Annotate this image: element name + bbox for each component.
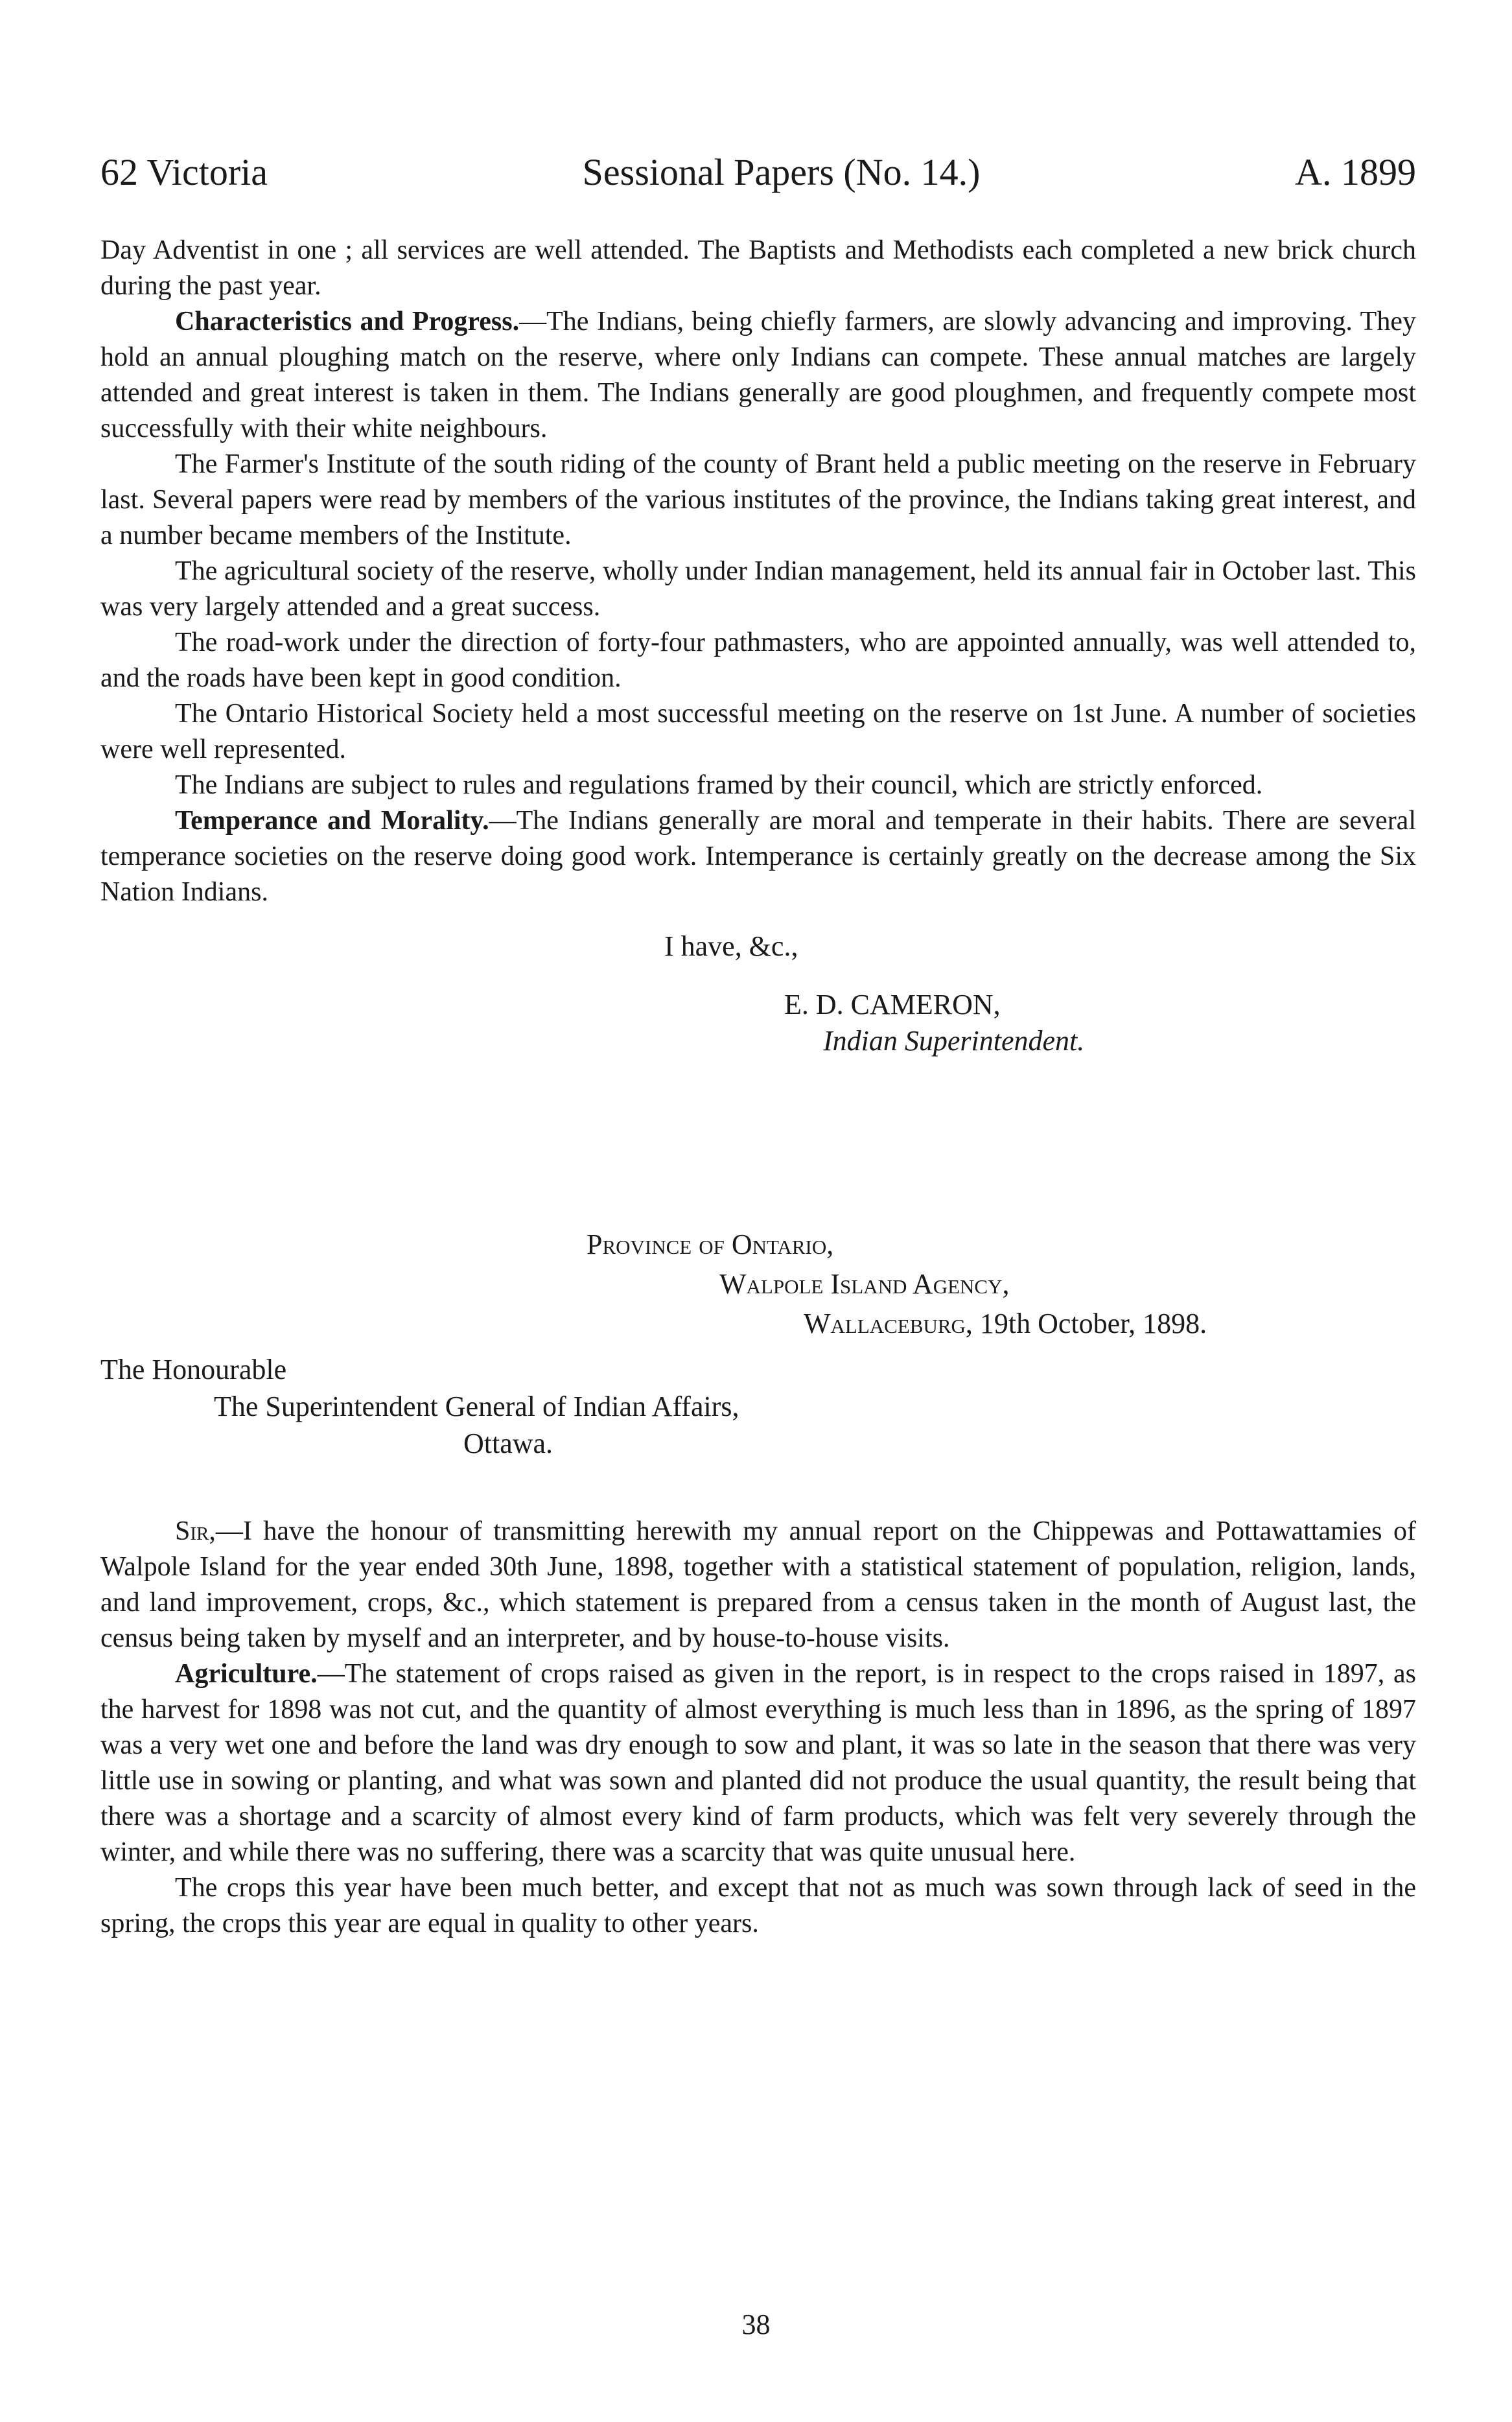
document-page (100, 150, 1416, 1942)
address-date: 19th October, 1898. (979, 1308, 1207, 1339)
running-header (100, 150, 1416, 194)
paragraph-agriculture (100, 1656, 1416, 1870)
header-year: A. 1899 (1295, 151, 1416, 193)
header-title: Sessional Papers (No. 14.) (582, 151, 981, 193)
signatory-title: Indian Superintendent. (823, 1025, 1085, 1057)
paragraph-road-work: The road-work under the direction of forty-four pathmasters, who are appointed annually, was well attended to, and the roads have been kept in good condition. (100, 628, 1416, 693)
section-lead-agriculture: Agriculture. (175, 1659, 318, 1689)
paragraph-adventist: Day Adventist in one ; all services are well attended. The Baptists and Methodists each completed a new brick church during the past year. (100, 235, 1416, 301)
closing-line: I have, &c., (664, 930, 798, 962)
paragraph-crops: The crops this year have been much better, and except that not as much was sown through lack of seed in the spring, the crops this year are equal in quality to other years. (100, 1873, 1416, 1938)
paragraph-rules: The Indians are subject to rules and regulations framed by their council, which are strictly enforced. (175, 770, 1263, 800)
paragraph-agriculture-text: —The statement of crops raised as given in the report, is in respect to the crops raised in 1897, as the harvest for 1898 was not cut, and the quantity of almost everything is much less than in 1896, as the spring of 1897 was a very wet one and before the land was dry enough to sow and plant, it was so late in the season that there was very little use in sowing or planting, and what was sown and planted did not produce the usual quantity, the result being that there was a shortage and a scarcity of almost every kind of farm products, which was felt very severely through the winter, and while there was no suffering, there was a scarcity that was quite unusual here. (100, 1659, 1416, 1867)
address-place: Wallaceburg, (804, 1308, 973, 1339)
paragraph-farmers-institute: The Farmer's Institute of the south riding of the county of Brant held a public meeting on the reserve in February last. Several papers were read by members of the various institutes of the province, the Indians taking great interest, and a number became members of the Institute. (100, 449, 1416, 550)
paragraph-agricultural-society: The agricultural society of the reserve, wholly under Indian management, held its annual fair in October last. This was very largely attended and a great success. (100, 556, 1416, 622)
recipient-city: Ottawa. (463, 1428, 553, 1459)
address-place-date (100, 1304, 1416, 1343)
page-number: 38 (741, 2309, 771, 2340)
paragraph-transmittal-text: —I have the honour of transmitting herewith my annual report on the Chippewas and Pottawattamies of Walpole Island for the year ended 30th June, 1898, together with a statistical statement of population, religion, lands, and land improvement, crops, &c., which statement is prepared from a census taken in the month of August last, the census being taken by myself and an interpreter, and by house-to-house visits. (100, 1516, 1416, 1653)
recipient-honorific: The Honourable (100, 1354, 287, 1385)
paragraph-characteristics (100, 304, 1416, 447)
paragraph-historical-society: The Ontario Historical Society held a most successful meeting on the reserve on 1st June. A number of societies were well represented. (100, 699, 1416, 764)
address-agency: Walpole Island Agency, (719, 1268, 1010, 1300)
letter-recipient (100, 1351, 1416, 1462)
letter-address (100, 1225, 1416, 1343)
section-lead-temperance: Temperance and Morality. (175, 806, 489, 836)
paragraph-temperance-text: —The Indians generally are moral and temperate in their habits. There are several temperance societies on the reserve doing good work. Intemperance is certainly greatly on the decrease among the Six Nation Indians. (100, 806, 1416, 907)
address-province: Province of Ontario, (587, 1229, 834, 1260)
header-regnal-year: 62 Victoria (100, 151, 268, 193)
signatory-name: E. D. CAMERON, (784, 989, 1001, 1020)
salutation: Sir, (175, 1516, 216, 1546)
recipient-office: The Superintendent General of Indian Affairs, (214, 1391, 739, 1422)
paragraph-temperance (100, 803, 1416, 910)
signature-block (100, 928, 1416, 1059)
section-lead-characteristics: Characteristics and Progress. (175, 307, 520, 336)
paragraph-characteristics-text: —The Indians, being chiefly farmers, are slowly advancing and improving. They hold an annual ploughing match on the reserve, where only Indians can compete. These annual matches are largely attended and great interest is taken in them. The Indians generally are good ploughmen, and frequently compete most successfully with their white neighbours. (100, 307, 1416, 443)
paragraph-transmittal (100, 1514, 1416, 1656)
